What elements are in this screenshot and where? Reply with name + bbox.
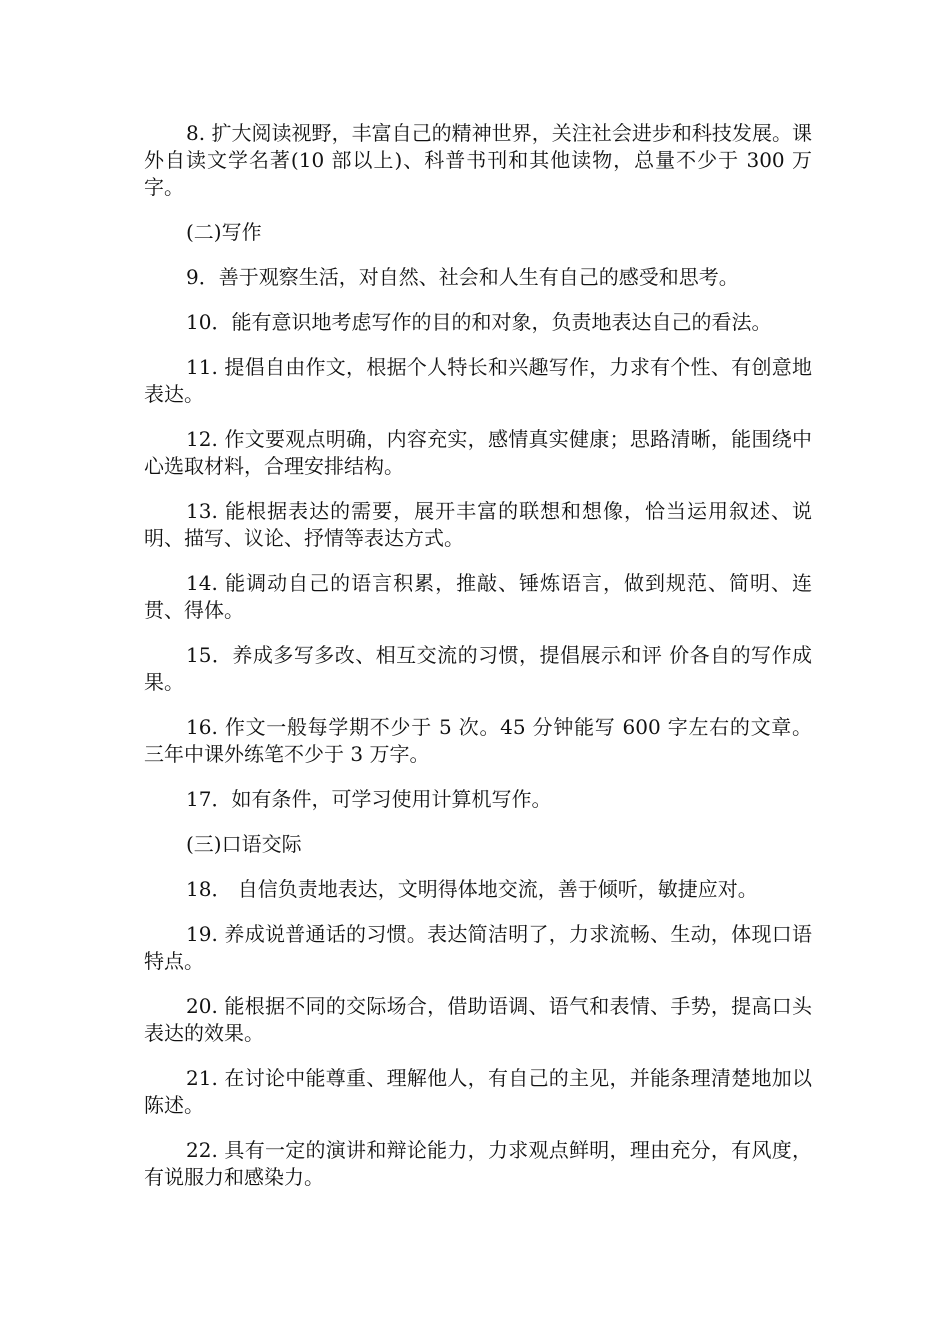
paragraph-item-13: 13. 能根据表达的需要，展开丰富的联想和想像，恰当运用叙述、说明、描写、议论、抒情等表达方式。 [144,499,812,550]
paragraph-item-18: 18． 自信负责地表达，文明得体地交流，善于倾听，敏捷应对。 [186,877,758,901]
paragraph-item-22: 22. 具有一定的演讲和辩论能力，力求观点鲜明，理由充分，有风度，有说服力和感染力。 [144,1138,812,1189]
paragraph-item-16: 16. 作文一般每学期不少于 5 次。45 分钟能写 600 字左右的文章。三年中课外练笔不少于 3 万字。 [144,715,812,766]
paragraph-item-19: 19. 养成说普通话的习惯。表达简洁明了，力求流畅、生动，体现口语特点。 [144,922,812,973]
paragraph-item-8: 8. 扩大阅读视野，丰富自己的精神世界，关注社会进步和科技发展。课外自读文学名著(10 部以上)、科普书刊和其他读物，总量不少于 300 万字。 [144,121,812,199]
paragraph-item-15: 15．养成多写多改、相互交流的习惯，提倡展示和评 价各自的写作成果。 [144,643,812,694]
paragraph-item-9: 9．善于观察生活，对自然、社会和人生有自己的感受和思考。 [186,265,739,289]
paragraph-item-14: 14. 能调动自己的语言积累，推敲、锤炼语言，做到规范、简明、连贯、得体。 [144,571,812,622]
section-heading-oral-communication: (三)口语交际 [186,832,302,856]
paragraph-item-10: 10．能有意识地考虑写作的目的和对象，负责地表达自己的看法。 [186,310,772,334]
section-heading-writing: (二)写作 [186,220,262,244]
paragraph-item-20: 20. 能根据不同的交际场合，借助语调、语气和表情、手势，提高口头表达的效果。 [144,994,812,1045]
paragraph-item-17: 17．如有条件，可学习使用计算机写作。 [186,787,552,811]
paragraph-item-12: 12. 作文要观点明确，内容充实，感情真实健康；思路清晰，能围绕中心选取材料，合理安排结构。 [144,427,812,478]
paragraph-item-11: 11. 提倡自由作文，根据个人特长和兴趣写作，力求有个性、有创意地表达。 [144,355,812,406]
paragraph-item-21: 21. 在讨论中能尊重、理解他人，有自己的主见，并能条理清楚地加以陈述。 [144,1066,812,1117]
document-body [144,120,812,1209]
